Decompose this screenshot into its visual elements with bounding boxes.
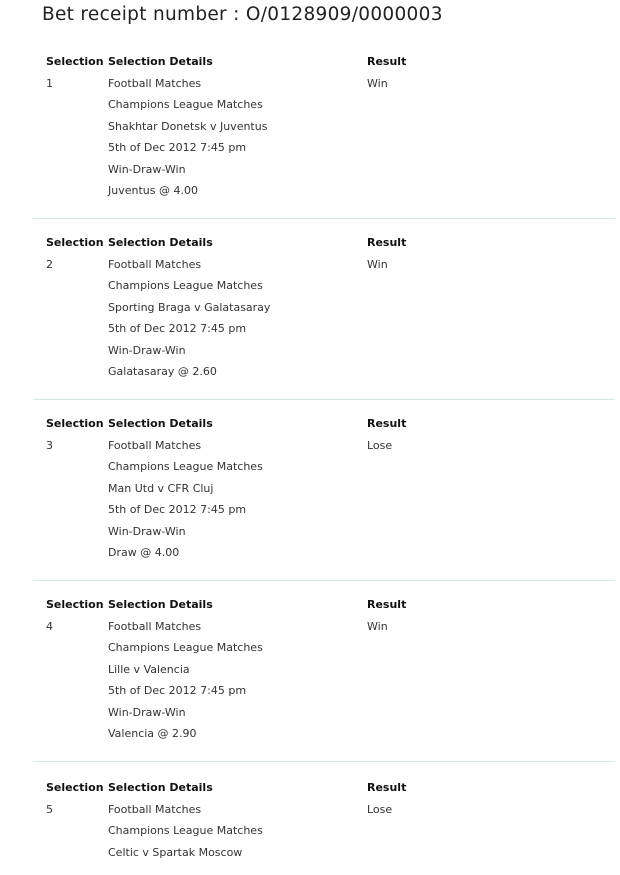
selection-details-header: Selection Details (108, 55, 213, 68)
match-label: Sporting Braga v Galatasaray (108, 301, 271, 314)
competition-label: Champions League Matches (108, 641, 263, 654)
selection-header: Selection (46, 55, 104, 68)
market-label: Win-Draw-Win (108, 706, 186, 719)
pick-odds: Draw @ 4.00 (108, 546, 180, 559)
pick-odds: Valencia @ 2.90 (108, 727, 197, 740)
selection-number: 4 (46, 620, 53, 633)
selection-block (33, 219, 615, 400)
selection-header: Selection (46, 598, 104, 611)
match-datetime: 5th of Dec 2012 7:45 pm (108, 141, 247, 154)
result-value: Lose (367, 439, 393, 452)
selection-number: 3 (46, 439, 53, 452)
selection-details-header: Selection Details (108, 781, 213, 794)
selection-details-header: Selection Details (108, 598, 213, 611)
competition-label: Champions League Matches (108, 460, 263, 473)
selection-number: 2 (46, 258, 53, 271)
sport-label: Football Matches (108, 258, 202, 271)
receipt-title: Bet receipt number : O/0128909/0000003 (42, 4, 443, 25)
result-header: Result (367, 236, 407, 249)
match-datetime: 5th of Dec 2012 7:45 pm (108, 684, 247, 697)
result-value: Win (367, 258, 388, 271)
selection-block (33, 581, 615, 762)
selection-header: Selection (46, 236, 104, 249)
market-label: Win-Draw-Win (108, 525, 186, 538)
match-datetime: 5th of Dec 2012 7:45 pm (108, 503, 247, 516)
match-label: Lille v Valencia (108, 663, 190, 676)
selection-block (33, 400, 615, 581)
market-label: Win-Draw-Win (108, 344, 186, 357)
result-header: Result (367, 55, 407, 68)
pick-odds: Galatasaray @ 2.60 (108, 365, 217, 378)
competition-label: Champions League Matches (108, 824, 263, 837)
selection-details-header: Selection Details (108, 417, 213, 430)
selection-details-header: Selection Details (108, 236, 213, 249)
match-label: Celtic v Spartak Moscow (108, 846, 243, 859)
selection-header: Selection (46, 417, 104, 430)
market-label: Win-Draw-Win (108, 163, 186, 176)
selection-number: 5 (46, 803, 53, 816)
selection-block (33, 762, 615, 875)
pick-odds: Juventus @ 4.00 (108, 184, 198, 197)
competition-label: Champions League Matches (108, 279, 263, 292)
match-label: Man Utd v CFR Cluj (108, 482, 214, 495)
selection-header: Selection (46, 781, 104, 794)
match-label: Shakhtar Donetsk v Juventus (108, 120, 268, 133)
competition-label: Champions League Matches (108, 98, 263, 111)
sport-label: Football Matches (108, 803, 202, 816)
result-header: Result (367, 781, 407, 794)
result-header: Result (367, 598, 407, 611)
result-value: Win (367, 620, 388, 633)
result-value: Lose (367, 803, 393, 816)
selection-number: 1 (46, 77, 53, 90)
match-datetime: 5th of Dec 2012 7:45 pm (108, 322, 247, 335)
selection-block (33, 38, 615, 219)
result-header: Result (367, 417, 407, 430)
result-value: Win (367, 77, 388, 90)
sport-label: Football Matches (108, 620, 202, 633)
sport-label: Football Matches (108, 439, 202, 452)
sport-label: Football Matches (108, 77, 202, 90)
